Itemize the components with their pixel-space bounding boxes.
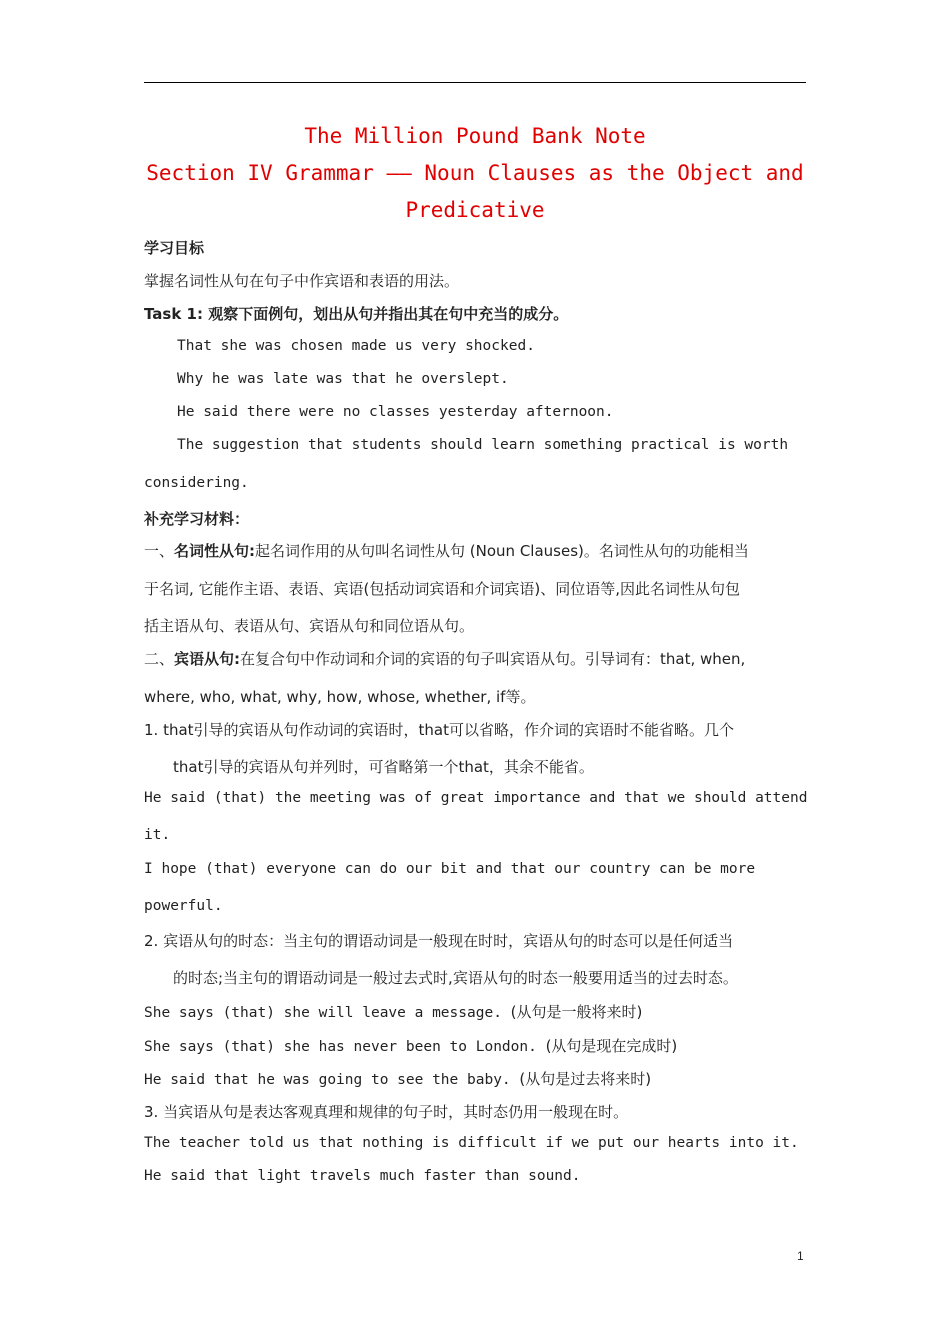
p1-prefix: 一、 <box>144 542 175 560</box>
p1-term: 名词性从句: <box>174 542 256 560</box>
task1-heading: Task 1: 观察下面例句，划出从句并指出其在句中充当的成分。 <box>144 305 569 323</box>
p2-text: 在复合句中作动词和介词的宾语的句子叫宾语从句。引导词有：that, when, <box>240 650 746 668</box>
header-rule <box>144 82 806 83</box>
rule1-example1-line2: it. <box>144 827 171 843</box>
rule2-example3-note: (从句是过去将来时) <box>519 1070 652 1088</box>
rule2-example3-text: He said that he was going to see the baby. <box>144 1072 511 1088</box>
task1-example-2: Why he was late was that he overslept. <box>177 371 509 387</box>
title-line-1: The Million Pound Bank Note <box>304 124 646 148</box>
page-number: 1 <box>797 1249 804 1263</box>
task1-example-4: The suggestion that students should learn something practical is worth <box>177 437 789 453</box>
rule1-example2-line2: powerful. <box>144 898 223 914</box>
supplement-heading: 补充学习材料： <box>144 510 250 528</box>
p1-text: 起名词作用的从句叫名词性从句 (Noun Clauses)。名词性从句的功能相当 <box>255 542 749 560</box>
rule1-line2: that引导的宾语从句并列时，可省略第一个that，其余不能省。 <box>173 758 594 776</box>
rule3-line1: 3. 当宾语从句是表达客观真理和规律的句子时，其时态仍用一般现在时。 <box>144 1103 629 1121</box>
supplement-p1-line3: 括主语从句、表语从句、宾语从句和同位语从句。 <box>144 617 475 635</box>
objectives-heading: 学习目标 <box>144 239 205 257</box>
task1-example-3: He said there were no classes yesterday afternoon. <box>177 404 614 420</box>
rule3-example1: The teacher told us that nothing is difficult if we put our hearts into it. <box>144 1135 799 1151</box>
supplement-p1-line1 <box>144 540 749 561</box>
p2-prefix: 二、 <box>144 650 175 668</box>
title-line-2: Section IV Grammar —— Noun Clauses as the Object and <box>146 161 804 185</box>
supplement-p2-line1 <box>144 648 745 669</box>
task1-example-4-cont: considering. <box>144 475 249 491</box>
rule1-line1: 1. that引导的宾语从句作动词的宾语时，that可以省略，作介词的宾语时不能省略。几个 <box>144 721 735 739</box>
rule2-example2 <box>144 1035 677 1056</box>
supplement-p2-line2: where, who, what, why, how, whose, whether, if等。 <box>144 688 536 706</box>
rule2-example2-note: (从句是现在完成时) <box>545 1037 678 1055</box>
rule2-example1-text: She says (that) she will leave a message. <box>144 1005 502 1021</box>
rule2-line2: 的时态;当主句的谓语动词是一般过去式时,宾语从句的时态一般要用适当的过去时态。 <box>173 969 738 987</box>
rule2-example3 <box>144 1068 651 1089</box>
rule2-example1 <box>144 1001 642 1022</box>
supplement-p1-line2: 于名词, 它能作主语、表语、宾语(包括动词宾语和介词宾语)、同位语等,因此名词性从句包 <box>144 580 741 598</box>
rule2-example2-text: She says (that) she has never been to London. <box>144 1039 537 1055</box>
rule2-line1: 2. 宾语从句的时态：当主句的谓语动词是一般现在时时，宾语从句的时态可以是任何适当 <box>144 932 734 950</box>
title-line-3: Predicative <box>405 198 545 222</box>
rule2-example1-note: (从句是一般将来时) <box>510 1003 643 1021</box>
task1-example-1: That she was chosen made us very shocked. <box>177 338 535 354</box>
rule3-example2: He said that light travels much faster than sound. <box>144 1168 581 1184</box>
objectives-text: 掌握名词性从句在句子中作宾语和表语的用法。 <box>144 272 460 290</box>
rule1-example2-line1: I hope (that) everyone can do our bit and that our country can be more <box>144 861 756 877</box>
p2-term: 宾语从句: <box>174 650 241 668</box>
rule1-example1-line1: He said (that) the meeting was of great importance and that we should attend <box>144 790 808 806</box>
